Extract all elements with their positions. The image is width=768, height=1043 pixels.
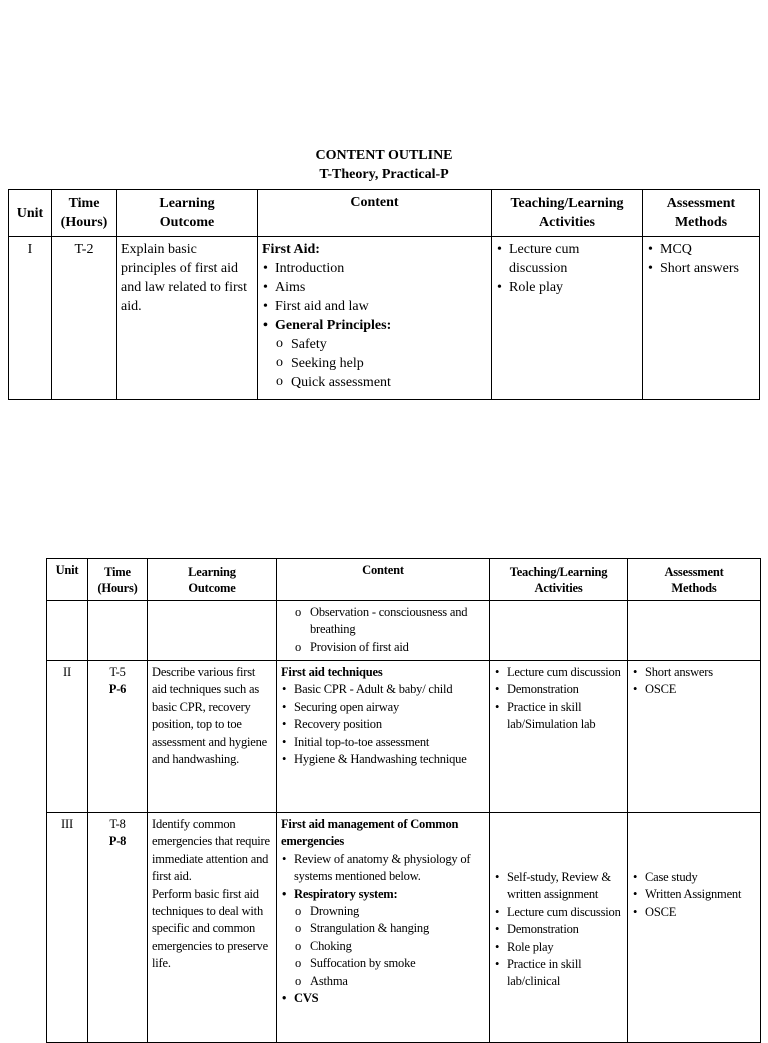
activities-cell — [492, 237, 643, 400]
activity-item: • Lecture cum discussion — [496, 240, 638, 278]
assessment-cell — [628, 601, 761, 661]
activity-item: • Demonstration — [494, 681, 623, 698]
assessment-item: • Short answers — [647, 259, 755, 278]
content-item: • CVS — [281, 990, 485, 1007]
table-row — [9, 237, 760, 400]
assessment-cell — [628, 661, 761, 813]
activity-item: • Demonstration — [494, 921, 623, 938]
content-subitem: o Suffocation by smoke — [281, 955, 485, 972]
assessment-cell — [628, 813, 761, 1043]
outcome-cell: Describe various first aid techniques such as basic CPR, recovery position, top to toe assessment and hygiene and handwashing. — [148, 661, 277, 813]
table-header-row — [9, 190, 760, 237]
col-header-content: Content — [277, 559, 490, 601]
table-row — [47, 661, 761, 813]
activity-item: • Role play — [496, 278, 638, 297]
content-subitem: o Strangulation & hanging — [281, 920, 485, 937]
col-header-unit: Unit — [47, 559, 88, 601]
col-header-assessment: Assessment Methods — [628, 559, 761, 601]
time-cell — [88, 601, 148, 661]
table-row — [47, 813, 761, 1043]
col-header-assessment: Assessment Methods — [643, 190, 760, 237]
content-subitem: o Seeking help — [262, 354, 487, 373]
assessment-item: • OSCE — [632, 681, 756, 698]
outcome-cell — [148, 601, 277, 661]
unit-cell: II — [47, 661, 88, 813]
content-title: First Aid: — [262, 242, 320, 257]
content-item: • Hygiene & Handwashing technique — [281, 751, 485, 768]
outcome-cell — [148, 813, 277, 1043]
content-subitem: o Quick assessment — [262, 373, 487, 392]
content-subitem: o Drowning — [281, 903, 485, 920]
activity-item: • Practice in skill lab/Simulation lab — [494, 699, 623, 734]
page-subtitle: T-Theory, Practical-P — [319, 167, 449, 182]
activity-item: • Lecture cum discussion — [494, 664, 623, 681]
unit-cell: I — [9, 237, 52, 400]
outcome-text: Perform basic first aid techniques to deal with specific and common emergencies to preserve life. — [152, 886, 268, 971]
col-header-content: Content — [258, 190, 492, 237]
content-subitem: o Choking — [281, 938, 485, 955]
content-item: • General Principles: — [262, 316, 487, 335]
assessment-item: • OSCE — [632, 904, 756, 921]
content-subitem: o Asthma — [281, 973, 485, 990]
assessment-item: • Written Assignment — [632, 886, 756, 903]
activity-item: • Lecture cum discussion — [494, 904, 623, 921]
col-header-outcome: Learning Outcome — [117, 190, 258, 237]
table-row — [47, 601, 761, 661]
assessment-item: • Case study — [632, 869, 756, 886]
content-item: • Aims — [262, 278, 487, 297]
time-cell: T-8 P-8 — [88, 813, 148, 1043]
assessment-cell — [643, 237, 760, 400]
time-cell: T-2 — [52, 237, 117, 400]
content-title: First aid management of Common emergencies — [281, 817, 459, 849]
content-cell — [277, 601, 490, 661]
content-cell — [258, 237, 492, 400]
activity-item: • Role play — [494, 939, 623, 956]
content-outline-table-2 — [46, 558, 761, 1043]
activities-cell — [490, 813, 628, 1043]
col-header-activities: Teaching/Learning Activities — [492, 190, 643, 237]
activity-item: • Practice in skill lab/clinical — [494, 956, 623, 991]
activity-item: • Self-study, Review & written assignment — [494, 869, 623, 904]
col-header-unit: Unit — [9, 190, 52, 237]
col-header-time: Time (Hours) — [88, 559, 148, 601]
content-subitem: o Safety — [262, 335, 487, 354]
content-item: • Respiratory system: — [281, 886, 485, 903]
assessment-item: • MCQ — [647, 240, 755, 259]
content-item: • Review of anatomy & physiology of systems mentioned below. — [281, 851, 485, 886]
activities-cell — [490, 661, 628, 813]
page-title: CONTENT OUTLINE — [315, 148, 453, 163]
outcome-cell: Explain basic principles of first aid and law related to first aid. — [117, 237, 258, 400]
col-header-time: Time (Hours) — [52, 190, 117, 237]
activities-cell — [490, 601, 628, 661]
content-item: • Recovery position — [281, 716, 485, 733]
content-item: • Introduction — [262, 259, 487, 278]
unit-cell: III — [47, 813, 88, 1043]
outcome-text: Identify common emergencies that require immediate attention and first aid. — [152, 817, 270, 884]
time-cell: T-5 P-6 — [88, 661, 148, 813]
content-cell — [277, 661, 490, 813]
assessment-item: • Short answers — [632, 664, 756, 681]
content-item: • Initial top-to-toe assessment — [281, 734, 485, 751]
content-item: • Basic CPR - Adult & baby/ child — [281, 681, 485, 698]
content-subitem: o Observation - consciousness and breathing — [281, 604, 485, 639]
content-title: First aid techniques — [281, 665, 383, 679]
content-outline-table-1 — [8, 189, 760, 400]
content-subitem: o Provision of first aid — [281, 639, 485, 656]
col-header-outcome: Learning Outcome — [148, 559, 277, 601]
unit-cell — [47, 601, 88, 661]
content-item: • Securing open airway — [281, 699, 485, 716]
content-item: • First aid and law — [262, 297, 487, 316]
col-header-activities: Teaching/Learning Activities — [490, 559, 628, 601]
table-header-row — [47, 559, 761, 601]
content-cell — [277, 813, 490, 1043]
